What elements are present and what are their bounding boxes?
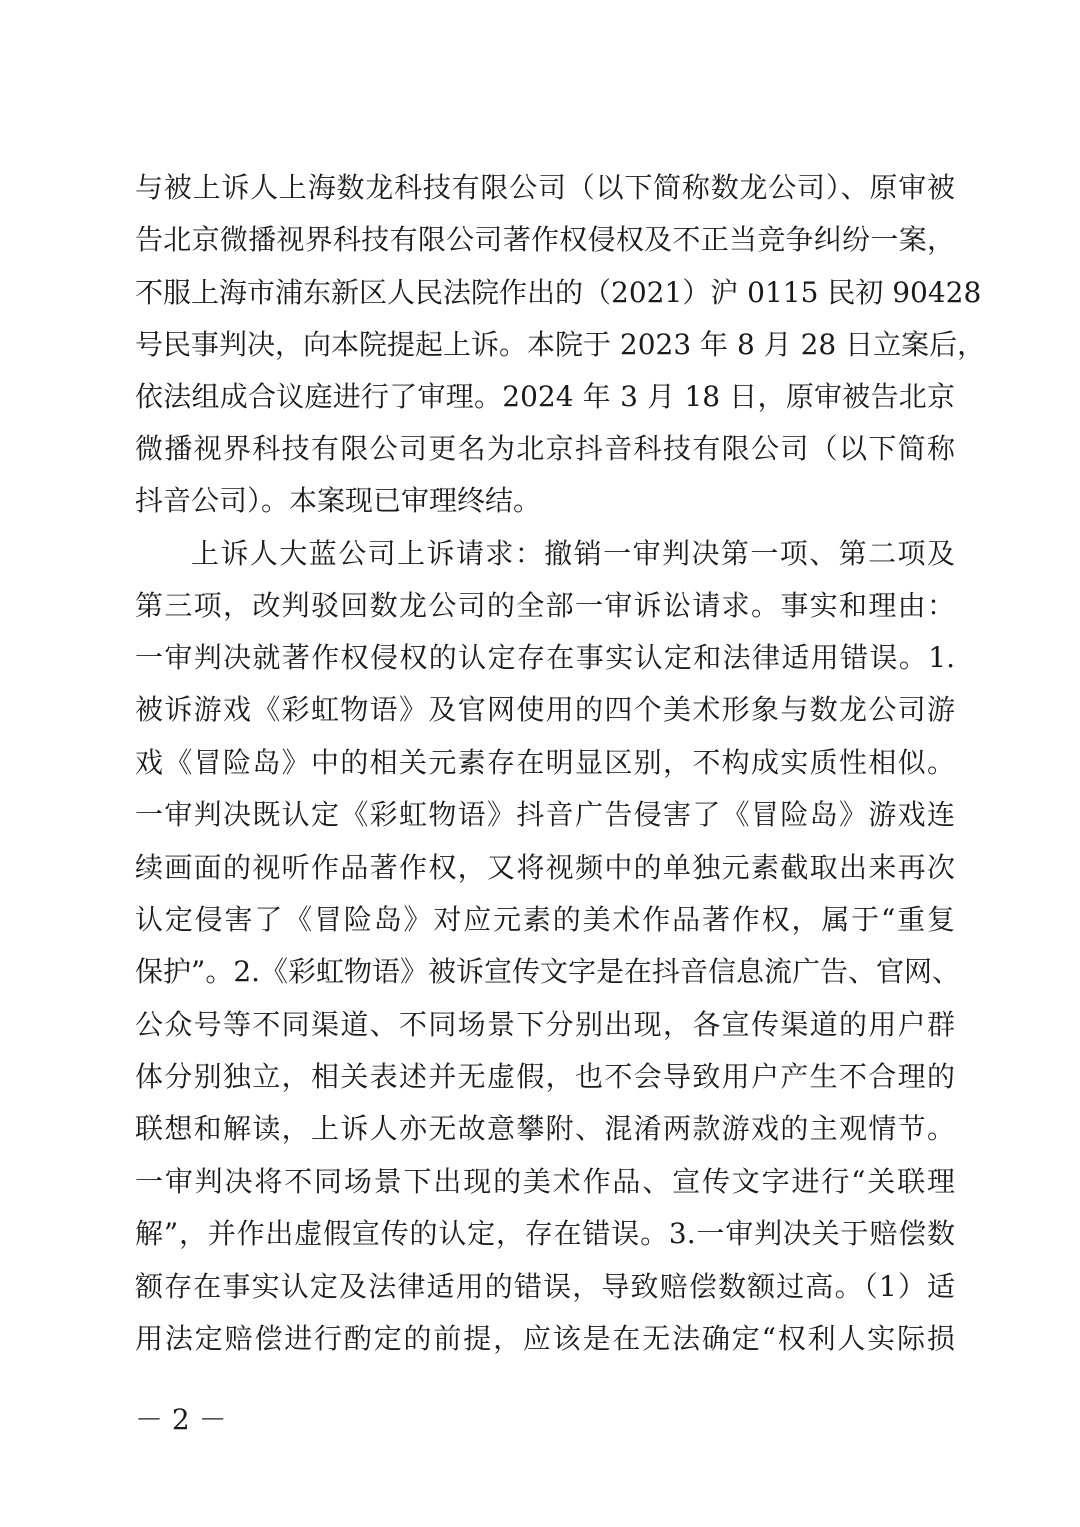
- text-line: 抖音公司）。本案现已审理终结。: [135, 484, 542, 517]
- text-line: 一审判决就著作权侵权的认定存在事实认定和法律适用错误。1.: [135, 641, 955, 674]
- text-line: 戏《冒险岛》中的相关元素存在明显区别，不构成实质性相似。: [135, 746, 955, 779]
- text-line: 一审判决既认定《彩虹物语》抖音广告侵害了《冒险岛》游戏连: [135, 798, 955, 831]
- text-line: 第三项，改判驳回数龙公司的全部一审诉讼请求。事实和理由：: [135, 589, 955, 622]
- text-line: 保护”。2.《彩虹物语》被诉宣传文字是在抖音信息流广告、官网、: [135, 955, 961, 988]
- text-line: 联想和解读，上诉人亦无故意攀附、混淆两款游戏的主观情节。: [135, 1112, 955, 1145]
- text-line: 号民事判决，向本院提起上诉。本院于 2023 年 8 月 28 日立案后，: [135, 328, 986, 361]
- text-line: 微播视界科技有限公司更名为北京抖音科技有限公司（以下简称: [135, 432, 955, 465]
- text-line: 额存在事实认定及法律适用的错误，导致赔偿数额过高。（1）适: [135, 1270, 955, 1303]
- text-line: 告北京微播视界科技有限公司著作权侵权及不正当竞争纠纷一案，: [135, 223, 955, 256]
- text-line: 一审判决将不同场景下出现的美术作品、宣传文字进行“关联理: [135, 1165, 955, 1198]
- text-line: 被诉游戏《彩虹物语》及官网使用的四个美术形象与数龙公司游: [135, 693, 955, 726]
- text-line: 用法定赔偿进行酌定的前提，应该是在无法确定“权利人实际损: [135, 1322, 955, 1355]
- text-line: 公众号等不同渠道、不同场景下分别出现，各宣传渠道的用户群: [135, 1008, 955, 1041]
- page-number: － 2 －: [135, 1403, 227, 1436]
- text-line: 与被上诉人上海数龙科技有限公司（以下简称数龙公司）、原审被: [135, 171, 955, 204]
- text-line: 体分别独立，相关表述并无虚假，也不会导致用户产生不合理的: [135, 1060, 955, 1093]
- text-line: 解”，并作出虚假宣传的认定，存在错误。3.一审判决关于赔偿数: [135, 1217, 955, 1250]
- paragraph-start-line: 上诉人大蓝公司上诉请求：撤销一审判决第一项、第二项及: [191, 537, 955, 570]
- text-line: 认定侵害了《冒险岛》对应元素的美术作品著作权，属于“重复: [135, 903, 955, 936]
- text-line: 依法组成合议庭进行了审理。2024 年 3 月 18 日，原审被告北京: [135, 380, 955, 413]
- text-line: 不服上海市浦东新区人民法院作出的（2021）沪 0115 民初 90428: [135, 276, 982, 309]
- text-line: 续画面的视听作品著作权，又将视频中的单独元素截取出来再次: [135, 851, 955, 884]
